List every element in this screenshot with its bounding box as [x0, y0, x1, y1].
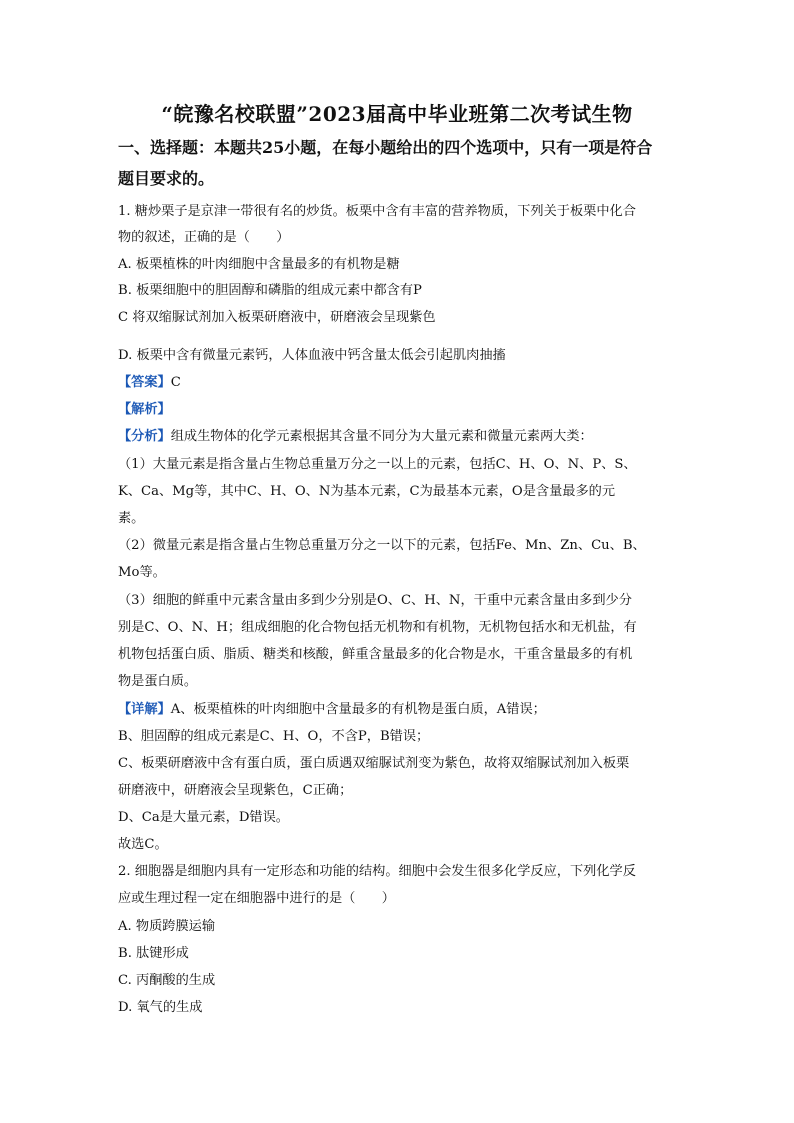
answer-value: C: [170, 375, 181, 390]
q1-fenxi: [118, 428, 698, 446]
detail-a: A、板栗植株的叶肉细胞中含量最多的有机物是蛋白质，A错误；: [170, 702, 546, 717]
q1-stem: 1. 糖炒栗子是京津一带很有名的炒货。板栗中含有丰富的营养物质，下列关于板栗中化合: [118, 204, 636, 219]
fenxi-tag: 【分析】: [118, 429, 171, 444]
q1-point3-cont2: 机物包括蛋白质、脂质、糖类和核酸，鲜重含量最多的化合物是水，干重含量最多的有机: [118, 647, 633, 662]
q1-point1-cont: K、Ca、Mg等，其中C、H、O、N为基本元素，C为最基本元素，O是含量最多的元: [118, 484, 616, 499]
q1-analysis-tag: [118, 401, 698, 419]
q1-detail: [118, 701, 698, 719]
q1-option-d: D. 板栗中含有微量元素钙，人体血液中钙含量太低会引起肌肉抽搐: [118, 348, 506, 363]
q1-point2: （2）微量元素是指含量占生物总重量万分之一以下的元素，包括Fe、Mn、Zn、Cu、B、: [118, 538, 646, 553]
q1-detail-c: C、板栗研磨液中含有蛋白质，蛋白质遇双缩脲试剂变为紫色，故将双缩脲试剂加入板栗: [118, 756, 630, 771]
q2-option-b: B. 肽键形成: [118, 946, 189, 961]
q1-detail-b: B、胆固醇的组成元素是C、H、O，不含P，B错误；: [118, 729, 430, 744]
q1-point3: （3）细胞的鲜重中元素含量由多到少分别是O、C、H、N，干重中元素含量由多到少分: [118, 593, 632, 608]
q1-option-b: B. 板栗细胞中的胆固醇和磷脂的组成元素中都含有P: [118, 283, 422, 298]
q2-stem: 2. 细胞器是细胞内具有一定形态和功能的结构。细胞中会发生很多化学反应，下列化学反: [118, 864, 636, 879]
q1-answer: [118, 374, 698, 392]
q1-detail-d: D、Ca是大量元素，D错误。: [118, 810, 289, 825]
q1-option-a: A. 板栗植株的叶肉细胞中含量最多的有机物是糖: [118, 257, 400, 272]
q1-stem-cont: 物的叙述，正确的是（ ）: [118, 230, 290, 245]
q1-point1: （1）大量元素是指含量占生物总重量万分之一以上的元素，包括C、H、O、N、P、S、: [118, 457, 637, 472]
q2-option-c: C. 丙酮酸的生成: [118, 973, 216, 988]
q2-stem-cont: 应或生理过程一定在细胞器中进行的是（ ）: [118, 891, 395, 906]
section-heading: 一、选择题：本题共25小题，在每小题给出的四个选项中，只有一项是符合: [118, 138, 653, 157]
q1-option-c: C 将双缩脲试剂加入板栗研磨液中，研磨液会呈现紫色: [118, 310, 436, 325]
q1-conclusion: 故选C。: [118, 837, 168, 852]
q1-point2-cont: Mo等。: [118, 565, 166, 580]
page-title: “皖豫名校联盟”2023届高中毕业班第二次考试生物: [161, 102, 633, 126]
section-heading-cont: 题目要求的。: [118, 169, 215, 188]
q1-detail-c-cont: 研磨液中，研磨液会呈现紫色，C正确；: [118, 783, 353, 798]
q2-option-d: D. 氧气的生成: [118, 1000, 203, 1015]
analysis-tag: 【解析】: [118, 402, 171, 417]
fenxi-text: 组成生物体的化学元素根据其含量不同分为大量元素和微量元素两大类：: [170, 429, 593, 444]
answer-tag: 【答案】: [118, 375, 171, 390]
q1-point3-cont: 别是C、O、N、H；组成细胞的化合物包括无机物和有机物，无机物包括水和无机盐，有: [118, 620, 637, 635]
xiangjie-tag: 【详解】: [118, 702, 171, 717]
q1-point1-end: 素。: [118, 511, 145, 526]
q1-point3-end: 物是蛋白质。: [118, 674, 198, 689]
q2-option-a: A. 物质跨膜运输: [118, 919, 216, 934]
